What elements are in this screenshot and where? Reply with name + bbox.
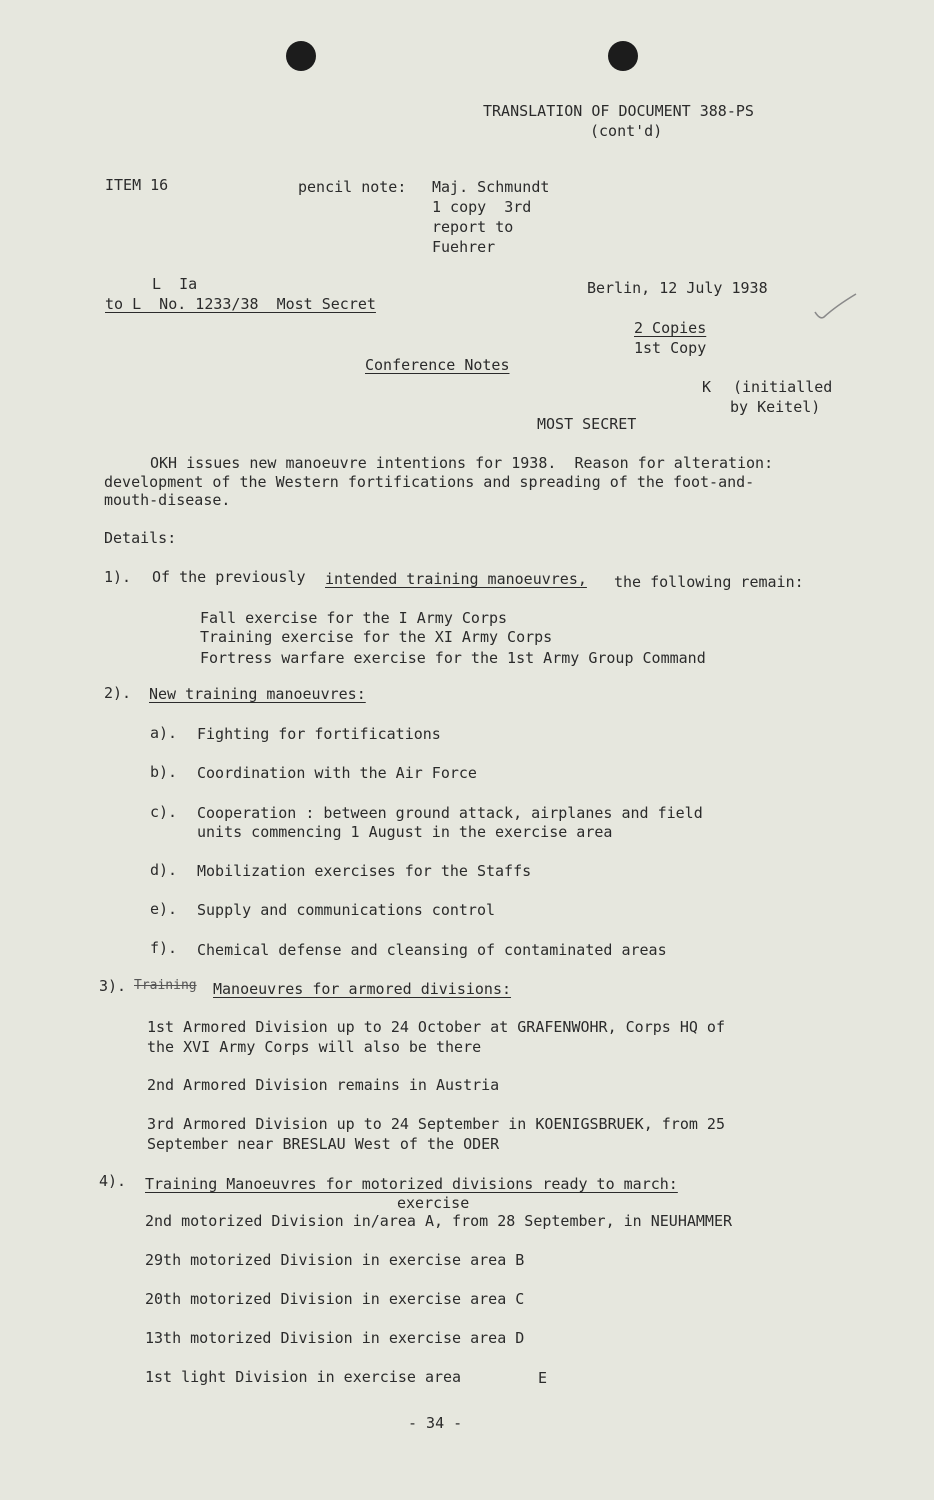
intro-line-3: mouth-disease. bbox=[104, 491, 231, 509]
paragraph-line: 20th motorized Division in exercise area C bbox=[145, 1290, 525, 1308]
item-label: ITEM 16 bbox=[105, 176, 169, 194]
list-item-label: a). bbox=[150, 724, 178, 742]
pencil-note-line: Maj. Schmundt bbox=[432, 178, 550, 196]
inserted-word: exercise bbox=[397, 1194, 470, 1212]
list-item: Fighting for fortifications bbox=[197, 725, 441, 743]
paragraph-line: the XVI Army Corps will also be there bbox=[147, 1038, 482, 1056]
page-number: - 34 - bbox=[408, 1414, 463, 1432]
list-item: Supply and communications control bbox=[197, 901, 496, 919]
initial-note-line-2: by Keitel) bbox=[730, 398, 821, 416]
classification: MOST SECRET bbox=[537, 415, 637, 433]
section-4-number: 4). bbox=[99, 1172, 127, 1190]
paragraph-line: September near BRESLAU West of the ODER bbox=[147, 1135, 500, 1153]
check-mark-icon bbox=[812, 290, 860, 324]
initial-note-line-1: (initialled bbox=[733, 378, 833, 396]
list-item: Coordination with the Air Force bbox=[197, 764, 477, 782]
punch-hole-right bbox=[608, 41, 638, 71]
list-item: Fortress warfare exercise for the 1st Army Group Command bbox=[200, 649, 706, 667]
contd-label: (cont'd) bbox=[590, 122, 663, 140]
reference-line-2: to L No. 1233/38 Most Secret bbox=[105, 295, 376, 313]
conference-title: Conference Notes bbox=[365, 356, 510, 374]
pencil-note-line: report to bbox=[432, 218, 514, 236]
punch-hole-left bbox=[286, 41, 316, 71]
list-item-label: c). bbox=[150, 803, 178, 821]
pencil-note-label: pencil note: bbox=[298, 178, 407, 196]
pencil-note-line: Fuehrer bbox=[432, 238, 496, 256]
list-item-continued: units commencing 1 August in the exercise area bbox=[197, 823, 613, 841]
initial-mark: K bbox=[702, 378, 712, 396]
translation-title: TRANSLATION OF DOCUMENT 388-PS bbox=[483, 102, 754, 120]
list-item: Chemical defense and cleansing of contaminated areas bbox=[197, 941, 667, 959]
list-item-label: f). bbox=[150, 939, 178, 957]
list-item: Training exercise for the XI Army Corps bbox=[200, 628, 553, 646]
section-2-title: New training manoeuvres: bbox=[149, 685, 366, 703]
paragraph-line: 1st Armored Division up to 24 October at GRAFENWOHR, Corps HQ of bbox=[147, 1018, 725, 1036]
paragraph-line: 1st light Division in exercise area bbox=[145, 1368, 462, 1386]
copies-count: 2 Copies bbox=[634, 319, 707, 337]
section-3-number: 3). bbox=[99, 977, 127, 995]
intro-line-1: OKH issues new manoeuvre intentions for 1938. Reason for alteration: bbox=[150, 454, 774, 472]
list-item: Fall exercise for the I Army Corps bbox=[200, 609, 508, 627]
section-2-number: 2). bbox=[104, 684, 132, 702]
list-item-label: b). bbox=[150, 763, 178, 781]
section-1-lead: Of the previously bbox=[152, 568, 306, 586]
details-label: Details: bbox=[104, 529, 177, 547]
section-3-title: Manoeuvres for armored divisions: bbox=[213, 980, 512, 998]
list-item-label: d). bbox=[150, 861, 178, 879]
section-1-tail: the following remain: bbox=[614, 573, 804, 591]
intro-line-2: development of the Western fortifications and spreading of the foot-and- bbox=[104, 473, 755, 491]
pencil-note-line: 1 copy 3rd bbox=[432, 198, 532, 216]
section-3-struck-word: Training bbox=[134, 978, 197, 993]
list-item: Mobilization exercises for the Staffs bbox=[197, 862, 532, 880]
section-1-number: 1). bbox=[104, 568, 132, 586]
reference-line-1: L Ia bbox=[152, 275, 198, 293]
section-4-title: Training Manoeuvres for motorized divisions ready to march: bbox=[145, 1175, 678, 1193]
paragraph-line: 29th motorized Division in exercise area B bbox=[145, 1251, 525, 1269]
paragraph-line: 3rd Armored Division up to 24 September in KOENIGSBRUEK, from 25 bbox=[147, 1115, 725, 1133]
copy-number: 1st Copy bbox=[634, 339, 707, 357]
paragraph-line: 13th motorized Division in exercise area D bbox=[145, 1329, 525, 1347]
list-item: Cooperation : between ground attack, airplanes and field bbox=[197, 804, 703, 822]
paragraph-line: 2nd motorized Division in/area A, from 28 September, in NEUHAMMER bbox=[145, 1212, 732, 1230]
section-1-underlined: intended training manoeuvres, bbox=[325, 570, 587, 588]
area-letter: E bbox=[538, 1369, 548, 1387]
list-item-label: e). bbox=[150, 900, 178, 918]
place-date: Berlin, 12 July 1938 bbox=[587, 279, 768, 297]
paragraph-line: 2nd Armored Division remains in Austria bbox=[147, 1076, 500, 1094]
